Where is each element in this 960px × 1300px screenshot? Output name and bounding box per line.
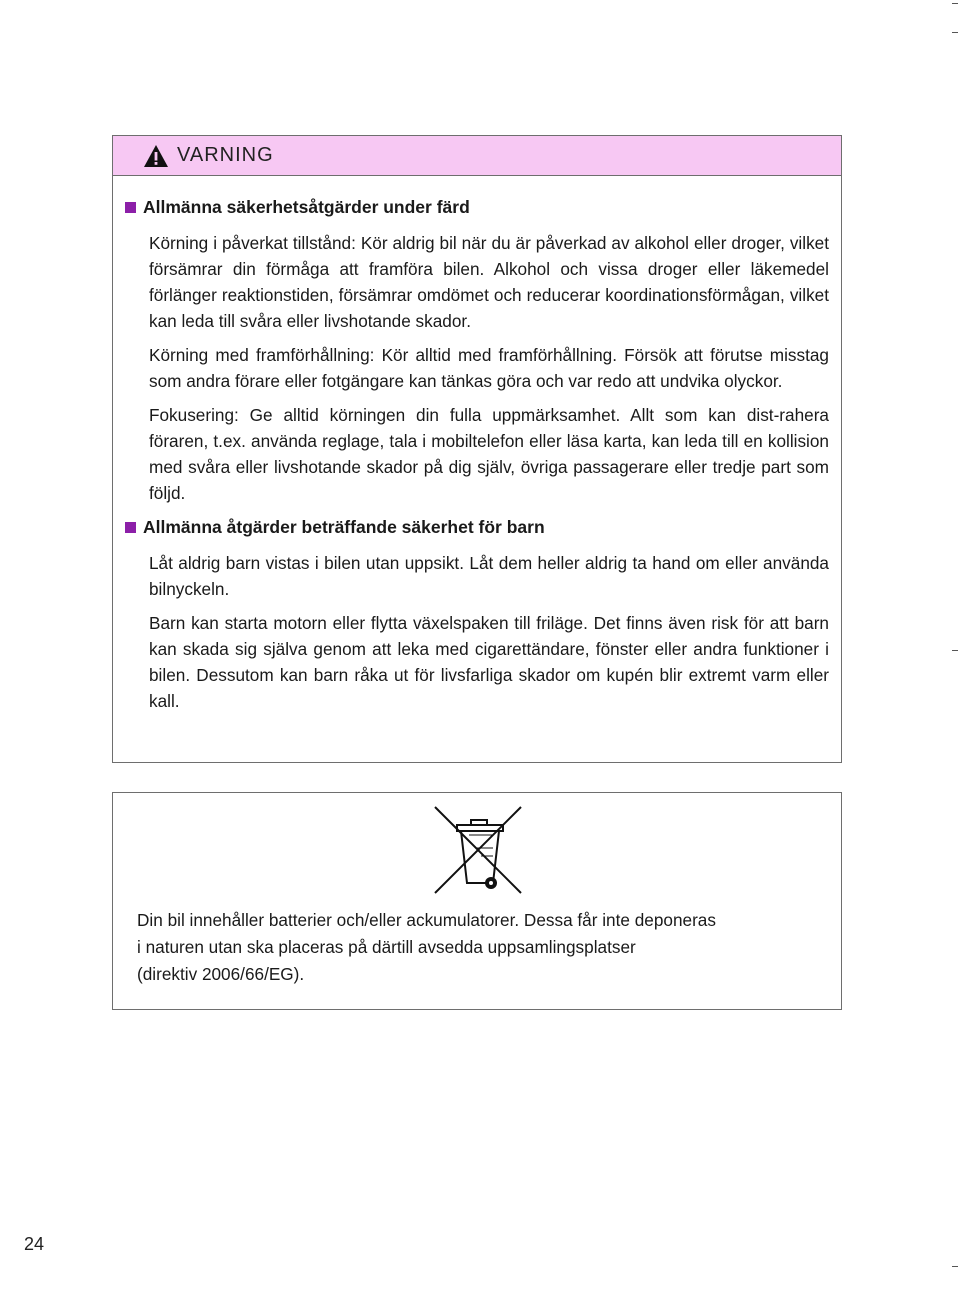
crop-mark — [952, 3, 958, 4]
crossed-out-wheelie-bin-icon — [431, 803, 525, 897]
section-heading-text: Allmänna åtgärder beträffande säkerhet för barn — [143, 517, 545, 537]
section-heading — [125, 194, 829, 220]
warning-triangle-icon — [143, 144, 169, 168]
section-heading — [125, 514, 829, 540]
recycling-notice-text — [137, 907, 827, 988]
paragraph: Fokusering: Ge alltid körningen din fulla uppmärksamhet. Allt som kan dist-rahera föraren, t.ex. använda reglage, tala i mobiltelefon eller läsa karta, kan leda till en kollision med svåra eller livshotande skador på dig själv, övriga passagerare eller tredje part som följd. — [149, 405, 829, 503]
paragraph: Körning i påverkat tillstånd: Kör aldrig bil när du är påverkad av alkohol eller droger, vilket försämrar din förmåga att framföra bilen. Alkohol och vissa droger eller läkemedel förlänger reaktionstiden, försämrar omdömet och reducerar koordinationsförmågan, vilket kan leda till svåra eller livshotande skador. — [149, 233, 829, 331]
warning-body — [113, 176, 841, 714]
paragraph: Körning med framförhållning: Kör alltid med framförhållning. Försök att förutse misstag som andra förare eller fotgängare kan tänkas göra och var redo att undvika olyckor. — [149, 345, 829, 391]
recycling-line: Din bil innehåller batterier och/eller ackumulatorer. Dessa får inte deponeras — [137, 910, 716, 930]
recycling-line: (direktiv 2006/66/EG). — [137, 964, 305, 984]
crop-mark — [952, 1266, 958, 1267]
page-number: 24 — [24, 1234, 45, 1254]
warning-header — [113, 136, 841, 176]
warning-title: VARNING — [177, 144, 274, 166]
crop-mark — [952, 32, 958, 33]
warning-box — [112, 135, 842, 763]
paragraph: Barn kan starta motorn eller flytta växelspaken till friläge. Det finns även risk för att barn kan skada sig själva genom att leka med cigarettändare, fönster eller andra funktioner i bilen. Dessutom kan barn råka ut för livsfarliga skador om kupén blir extremt varm eller kall. — [149, 613, 829, 711]
section-heading-text: Allmänna säkerhetsåtgärder under färd — [143, 197, 470, 217]
square-bullet-icon — [125, 522, 136, 533]
crop-mark — [952, 650, 958, 651]
square-bullet-icon — [125, 202, 136, 213]
recycling-line: i naturen utan ska placeras på därtill avsedda uppsamlingsplatser — [137, 937, 636, 957]
paragraph: Låt aldrig barn vistas i bilen utan uppsikt. Låt dem heller aldrig ta hand om eller använda bilnyckeln. — [149, 553, 829, 599]
recycling-notice-box — [112, 792, 842, 1010]
